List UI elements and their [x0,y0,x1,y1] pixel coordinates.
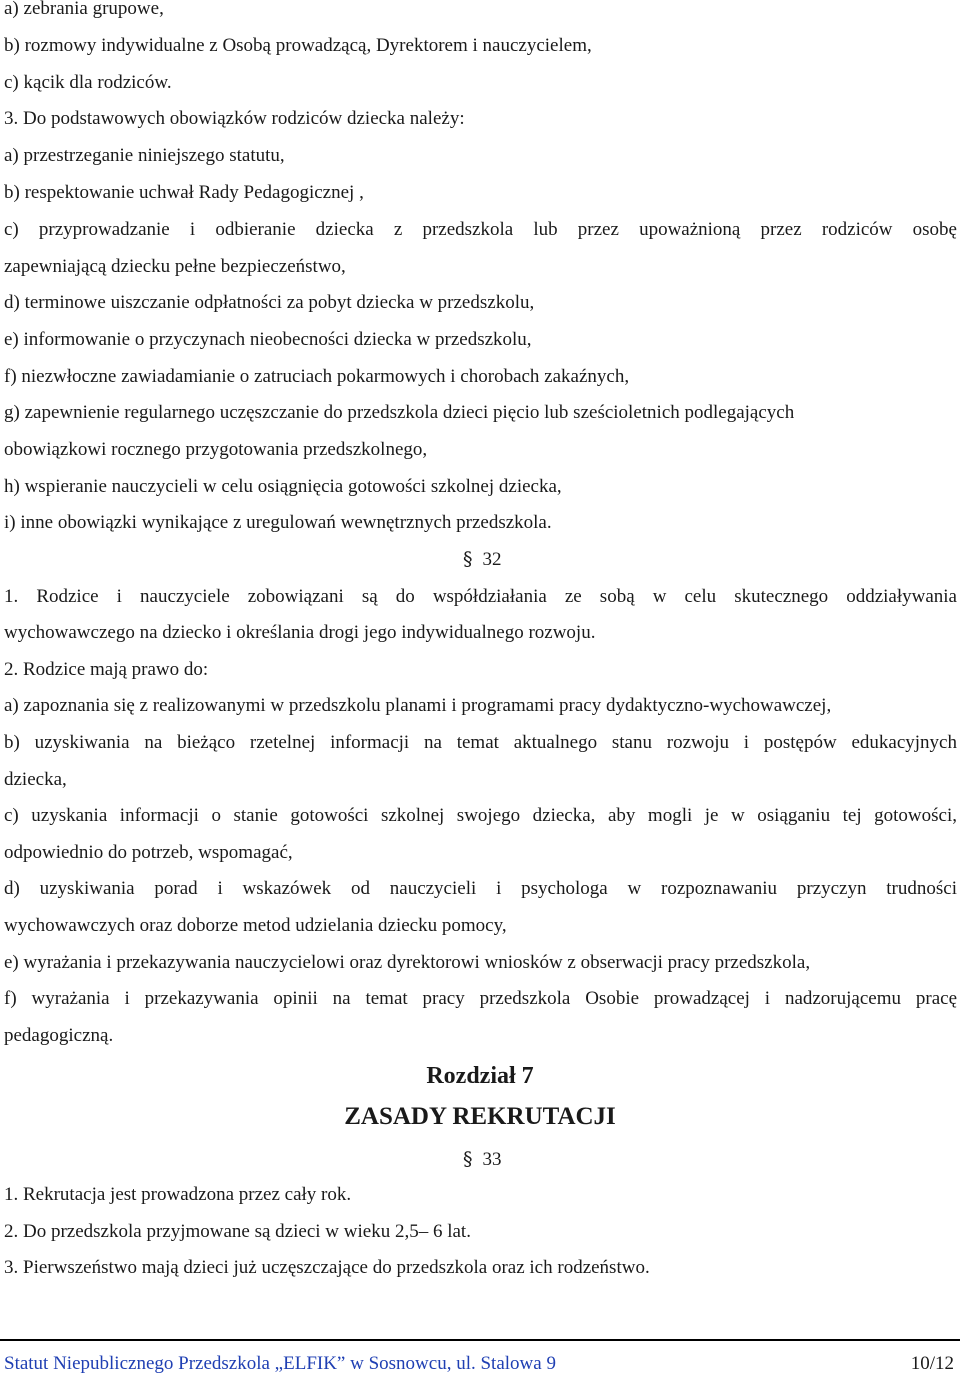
rights-item-d: d) uzyskiwania porad i wskazówek od nauczycieli i psychologa w rozpoznawaniu przyczyn trudności [4,878,957,899]
rights-item-e: e) wyrażania i przekazywania nauczycielowi oraz dyrektorowi wniosków z obserwacji pracy przedszkola, [4,952,811,973]
list-item-resolutions: b) respektowanie uchwał Rady Pedagogicznej , [4,182,364,203]
paragraph-1-cooperation: 1. Rodzice i nauczyciele zobowiązani są do współdziałania ze sobą w celu skutecznego oddziaływania [4,586,957,607]
section-sign: § [463,1148,473,1170]
recruitment-item-1: 1. Rekrutacja jest prowadzona przez cały rok. [4,1184,352,1205]
list-item-statute: a) przestrzeganie niniejszego statutu, [4,145,285,166]
section-number: 32 [482,549,502,570]
list-item-support: h) wspieranie nauczycieli w celu osiągnięcia gotowości szkolnej dziecka, [4,476,562,497]
footer-page-number: 10/12 [910,1353,954,1374]
list-item-payments: d) terminowe uiszczanie odpłatności za pobyt dziecka w przedszkolu, [4,292,535,313]
section-32-heading [463,547,502,572]
list-item-a-meetings: a) zebrania grupowe, [4,0,164,19]
paragraph-1-cooperation-cont: wychowawczego na dziecko i określania drogi jego indywidualnego rozwoju. [4,622,596,643]
list-item-illness: f) niezwłoczne zawiadamianie o zatruciach pokarmowych i chorobach zakaźnych, [4,366,630,387]
list-item-c-corner: c) kącik dla rodziców. [4,72,172,93]
rights-item-c-cont: odpowiednio do potrzeb, wspomagać, [4,842,293,863]
rights-item-f: f) wyrażania i przekazywania opinii na temat pracy przedszkola Osobie prowadzącej i nadzorującemu pracę [4,988,957,1009]
list-item-absence: e) informowanie o przyczynach nieobecności dziecka w przedszkolu, [4,329,532,350]
rights-item-b: b) uzyskiwania na bieżąco rzetelnej informacji na temat aktualnego stanu rozwoju i postępów edukacyjnych [4,732,957,753]
list-item-other: i) inne obowiązki wynikające z uregulowań wewnętrznych przedszkola. [4,512,552,533]
paragraph-3-obligations: 3. Do podstawowych obowiązków rodziców dziecka należy: [4,108,465,129]
rights-item-f-cont: pedagogiczną. [4,1025,114,1046]
rights-item-c: c) uzyskania informacji o stanie gotowości szkolnej swojego dziecka, aby mogli je w osiąganiu tej gotowości, [4,805,957,826]
footer-document-title: Statut Niepublicznego Przedszkola „ELFIK” w Sosnowcu, ul. Stalowa 9 [4,1353,556,1374]
list-item-b-conversations: b) rozmowy indywidualne z Osobą prowadzącą, Dyrektorem i nauczycielem, [4,35,592,56]
paragraph-2-rights: 2. Rodzice mają prawo do: [4,659,209,680]
chapter-number: Rozdział 7 [426,1063,534,1089]
list-item-pickup-cont: zapewniającą dziecku pełne bezpieczeństwo, [4,256,346,277]
footer-divider [0,1339,960,1341]
recruitment-item-3: 3. Pierwszeństwo mają dzieci już uczęszczające do przedszkola oraz ich rodzeństwo. [4,1257,650,1278]
list-item-pickup: c) przyprowadzanie i odbieranie dziecka z przedszkola lub przez upoważnioną przez rodziców osobę [4,219,957,240]
rights-item-a: a) zapoznania się z realizowanymi w przedszkolu planami i programami pracy dydaktyczno-wychowawczej, [4,695,832,716]
list-item-attendance-cont: obowiązkowi rocznego przygotowania przedszkolnego, [4,439,428,460]
rights-item-d-cont: wychowawczych oraz doborze metod udzielania dziecku pomocy, [4,915,507,936]
chapter-title: ZASADY REKRUTACJI [344,1103,616,1130]
recruitment-item-2: 2. Do przedszkola przyjmowane są dzieci w wieku 2,5– 6 lat. [4,1221,471,1242]
section-number: 33 [482,1149,502,1170]
section-33-heading [463,1147,502,1172]
section-sign: § [463,548,473,570]
rights-item-b-cont: dziecka, [4,769,67,790]
list-item-attendance: g) zapewnienie regularnego uczęszczanie do przedszkola dzieci pięcio lub sześcioletnich podlegających [4,402,795,423]
